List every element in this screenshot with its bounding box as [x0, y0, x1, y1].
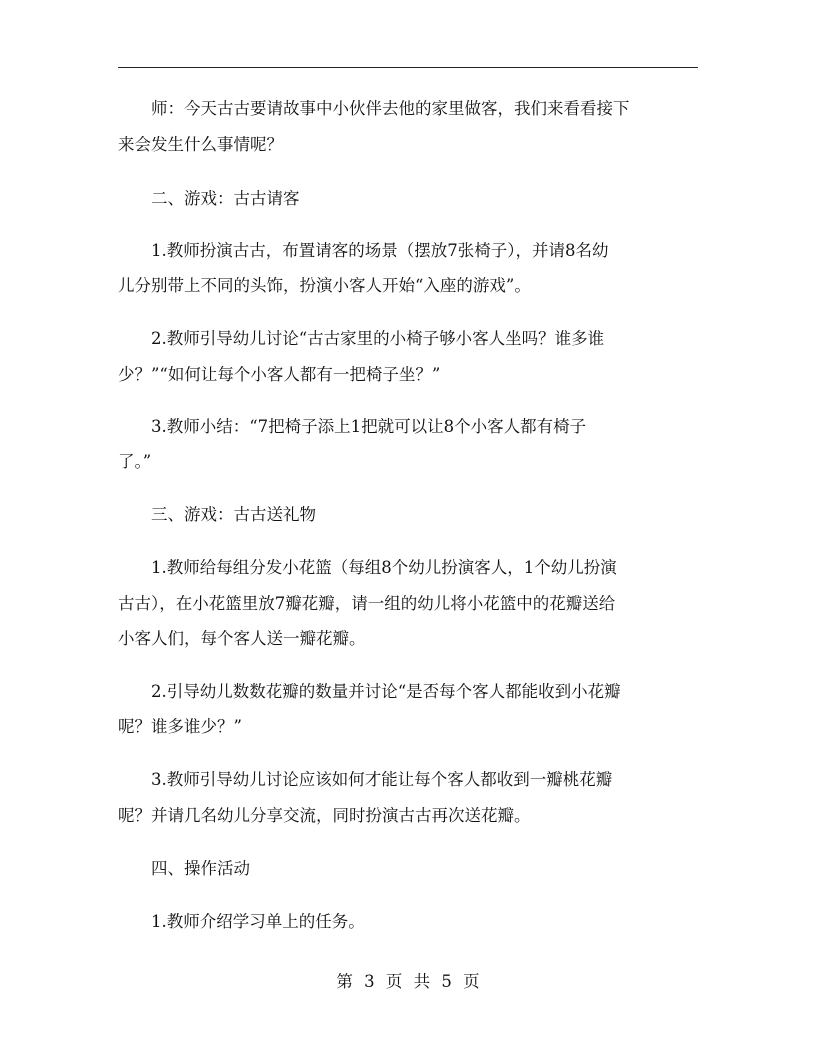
text-line: 儿分别带上不同的头饰，扮演小客人开始“入座的游戏”。 [118, 276, 531, 295]
text-line: 师：今天古古要请故事中小伙伴去他的家里做客，我们来看看接下 [118, 99, 630, 118]
text-line: 1.教师扮演古古，布置请客的场景（摆放7张椅子），并请8名幼 [118, 241, 609, 260]
text-line: 2.引导幼儿数数花瓣的数量并讨论“是否每个客人都能收到小花瓣 [118, 682, 621, 701]
text-line: 呢？并请几名幼儿分享交流，同时扮演古古再次送花瓣。 [118, 806, 531, 825]
text-line: 来会发生什么事情呢？ [118, 135, 283, 154]
text-line: 1.教师介绍学习单上的任务。 [118, 912, 365, 931]
text-line: 1.教师给每组分发小花篮（每组8个幼儿扮演客人，1个幼儿扮演 [118, 558, 617, 577]
text-line: 少？”“如何让每个小客人都有一把椅子坐？” [118, 365, 441, 384]
section-heading: 二、游戏：古古请客 [118, 189, 300, 208]
text-line: 了。” [118, 452, 152, 471]
page-footer: 第 3 页 共 5 页 [336, 972, 480, 991]
section-heading: 三、游戏：古古送礼物 [118, 505, 316, 524]
header-rule [118, 67, 698, 68]
text-line: 3.教师引导幼儿讨论应该如何才能让每个客人都收到一瓣桃花瓣 [118, 770, 613, 789]
text-line: 呢？谁多谁少？” [118, 717, 242, 736]
text-line: 2.教师引导幼儿讨论“古古家里的小椅子够小客人坐吗？谁多谁 [118, 329, 605, 348]
text-line: 小客人们，每个客人送一瓣花瓣。 [118, 629, 366, 648]
section-heading: 四、操作活动 [118, 859, 250, 878]
text-line: 古古），在小花篮里放7瓣花瓣，请一组的幼儿将小花篮中的花瓣送给 [118, 594, 616, 613]
text-line: 3.教师小结：“7把椅子添上1把就可以让8个小客人都有椅子 [118, 417, 587, 436]
